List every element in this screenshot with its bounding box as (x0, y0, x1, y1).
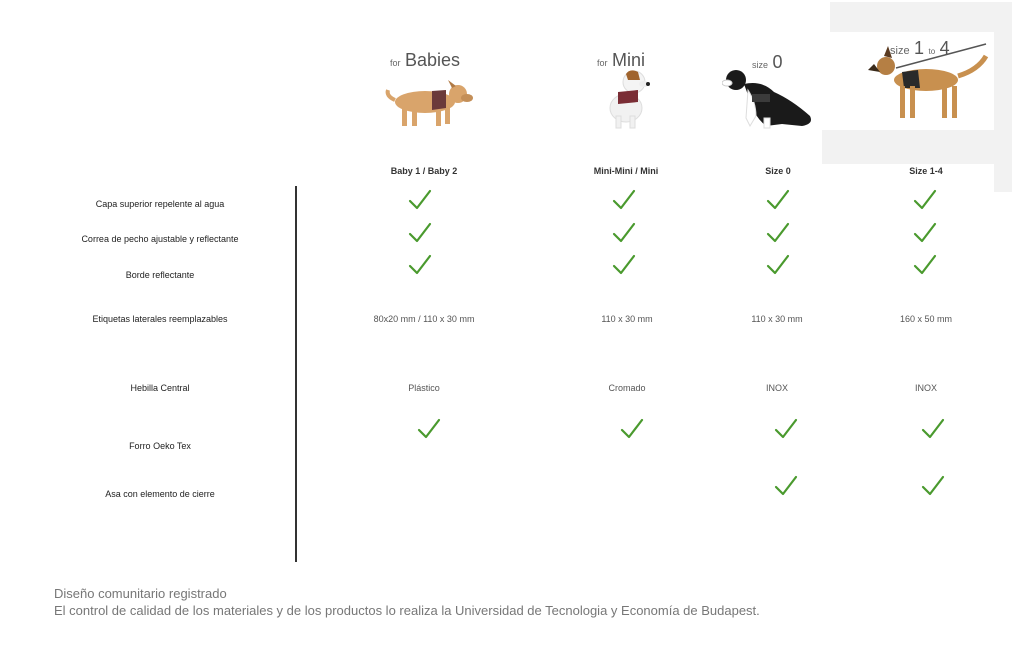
table-cell: INOX (914, 383, 938, 393)
heading-title: Babies (404, 50, 461, 70)
checkmark-icon (620, 418, 644, 440)
row-label: Correa de pecho ajustable y reflectante (81, 234, 239, 244)
checkmark-icon (774, 418, 798, 440)
highlight-panel (830, 2, 1012, 32)
table-cell: INOX (765, 383, 789, 393)
table-cell: Cromado (608, 383, 646, 393)
size-label-mini: Mini-Mini / Mini (593, 166, 659, 176)
heading-to: to (928, 47, 936, 56)
row-label: Asa con elemento de cierre (105, 489, 215, 499)
column-heading-babies (390, 50, 460, 71)
checkmark-icon (766, 254, 790, 276)
row-label: Forro Oeko Tex (129, 441, 191, 451)
heading-prefix: size (890, 45, 910, 57)
table-cell: 110 x 30 mm (601, 314, 653, 324)
row-label: Capa superior repelente al agua (95, 199, 225, 209)
checkmark-icon (612, 222, 636, 244)
row-label: Etiquetas laterales reemplazables (92, 314, 228, 324)
checkmark-icon (612, 189, 636, 211)
table-cell: 110 x 30 mm (751, 314, 803, 324)
table-cell: 80x20 mm / 110 x 30 mm (373, 314, 475, 324)
row-label: Hebilla Central (130, 383, 190, 393)
dog-photo-size1-4 (866, 42, 992, 126)
size-label-size0: Size 0 (765, 166, 791, 176)
heading-prefix: for (597, 58, 608, 68)
footer-registered-design: Diseño comunitario registrado (54, 586, 227, 601)
highlight-panel (994, 2, 1012, 192)
heading-number: 1 (914, 38, 925, 58)
heading-number: 4 (939, 38, 950, 58)
dog-photo-babies (380, 76, 480, 130)
checkmark-icon (408, 254, 432, 276)
size-label-size1-4: Size 1-4 (909, 166, 943, 176)
heading-prefix: size (752, 60, 769, 70)
checkmark-icon (774, 475, 798, 497)
checkmark-icon (921, 475, 945, 497)
checkmark-icon (766, 222, 790, 244)
checkmark-icon (766, 189, 790, 211)
highlight-panel (822, 130, 994, 164)
footer-quality-control: El control de calidad de los materiales y de los productos lo realiza la Universidad de Tecnologia y Economía de Budapest. (54, 603, 760, 618)
heading-title: 0 (772, 52, 783, 72)
checkmark-icon (417, 418, 441, 440)
table-cell: Plástico (408, 383, 440, 393)
checkmark-icon (921, 418, 945, 440)
checkmark-icon (913, 189, 937, 211)
checkmark-icon (408, 189, 432, 211)
table-cell: 160 x 50 mm (899, 314, 953, 324)
heading-title: Mini (611, 50, 645, 70)
row-label: Borde reflectante (125, 270, 195, 280)
checkmark-icon (408, 222, 432, 244)
size-label-babies: Baby 1 / Baby 2 (390, 166, 458, 176)
checkmark-icon (913, 254, 937, 276)
table-divider (295, 186, 297, 562)
dog-photo-mini (594, 66, 664, 130)
dog-photo-size0 (722, 66, 818, 132)
checkmark-icon (612, 254, 636, 276)
heading-prefix: for (390, 58, 401, 68)
checkmark-icon (913, 222, 937, 244)
